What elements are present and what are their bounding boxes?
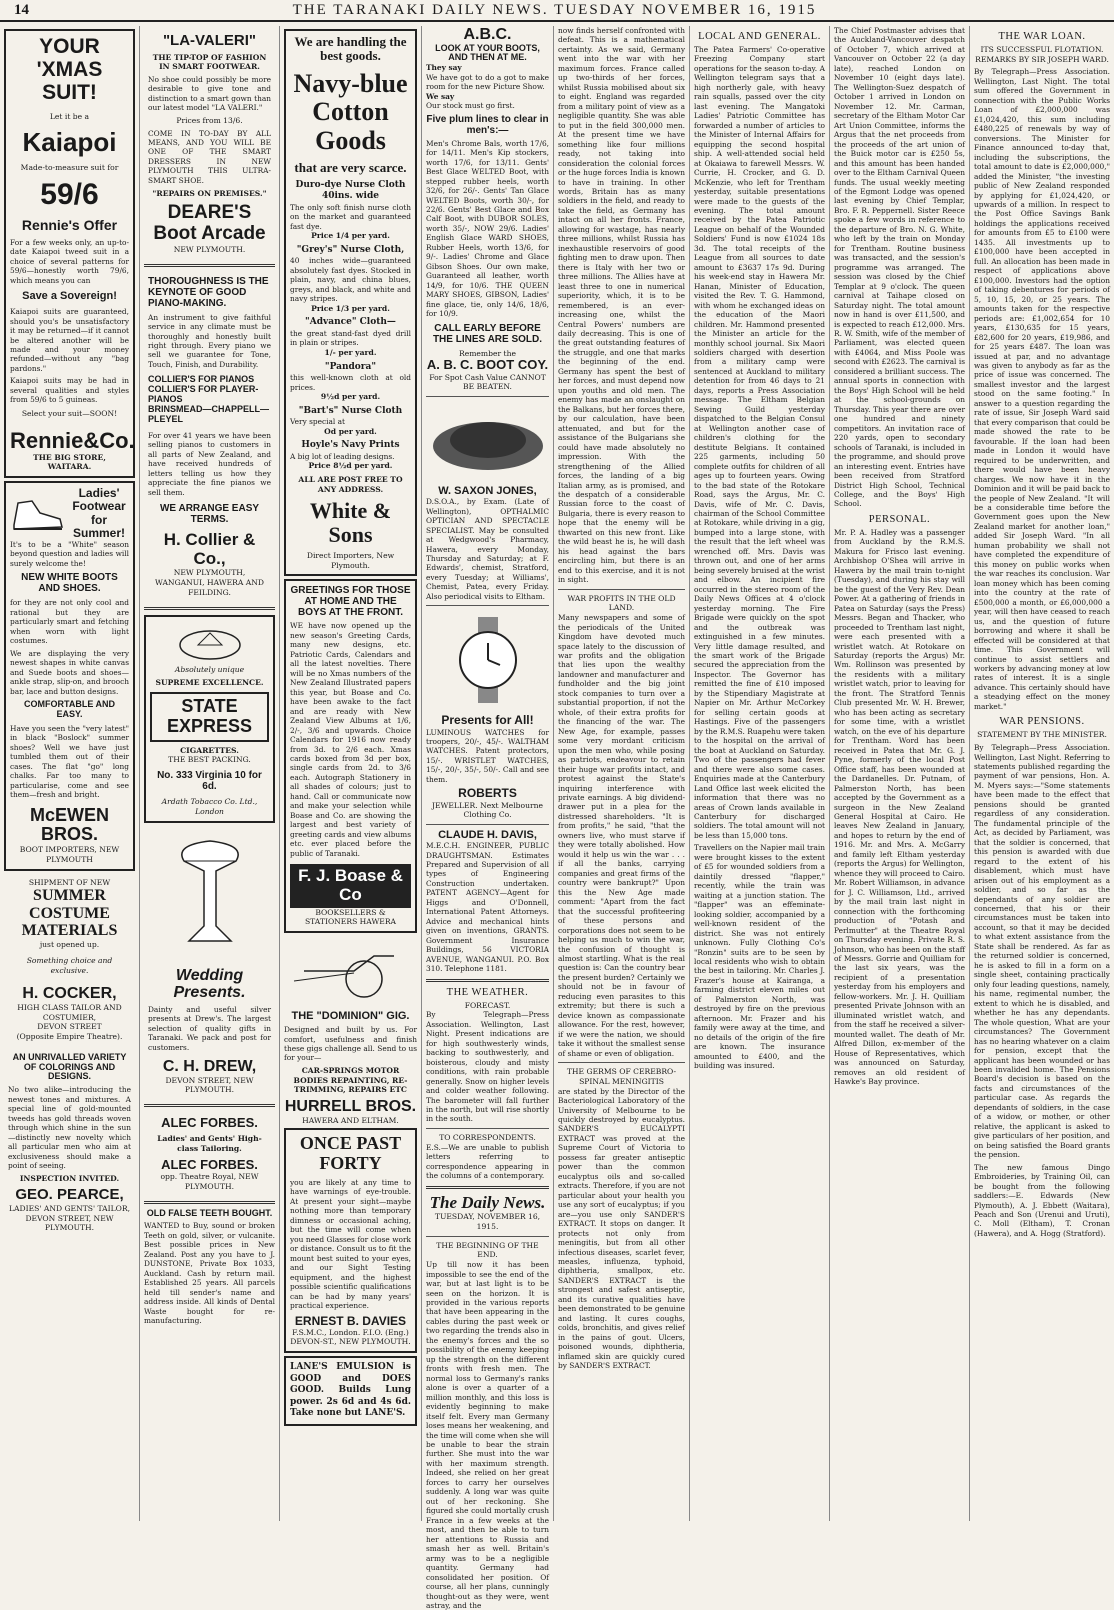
ad-cocker-opp: (Opposite Empire Theatre). xyxy=(16,1031,123,1041)
ad-boase-firm: F. J. Boase & Co xyxy=(290,864,411,907)
shoe-illustration-icon xyxy=(10,491,65,536)
ad-teeth-heading: OLD FALSE TEETH BOUGHT. xyxy=(146,1207,273,1218)
ad-white-item-name: "Grey's" Nurse Cloth, xyxy=(296,244,405,255)
ad-mcewen xyxy=(4,481,135,870)
paper-date: TUESDAY, NOVEMBER 16, 1915. xyxy=(434,1212,541,1231)
ad-rennie-town: WAITARA. xyxy=(47,462,92,472)
ad-davies-text: you are likely at any time to have warnings of eye-trouble. At present your sight—maybe nothing more than temporary dimness or occasional aching, but the time will come when you need Glasses for close work or distance. Consult us to fit the mount best suited to your eyes, and our Sight Testing equipment, and the highest possible scientific qualifications can be had by many years' practical experience. xyxy=(290,1177,411,1311)
watch-illustration xyxy=(426,615,550,705)
local-general-text1: The Patea Farmers' Co-operative Freezing Company start operations for the season to-day. A Wellington telegram says that a high northerly gale, with heavy rain squalls, passed over the city last evening. The Mangatoki Ladies' Patriotic Committee has forwarded a number of articles to the Minister of Internal Affairs for equipping the second hospital ship. A well-attended social held at Okaiawa to farewell Messrs. W. Currie, H. Crocker, and G. D. McKenzie, who left for Trentham yesterday, suitable presentations were made to the guests of the evening. The total amount received by the Patea Patriotic League on behalf of the Wounded Soldiers' Fund is now £1024 18s 3d. The total receipts of the League from all sources to date amount to £3637 17s 9d. During his week-end stay in Hawera Mr. Hanan, Minister of Education, visited the Rev. T. G. Hammond, with whom he exchanged ideas on the education of the Maori children. Mr. Hammond presented the Minister an article for the monthly school journal. Six Maori soldiers charged with desertion from a military camp were sentenced at Auckland to military detention for from 46 days to 21 days, reports a Press Association message. The Eltham Belgian Sewing Guild yesterday dispatched to the Belgian Consul at Wellington another case of children's clothing for the destitute Belgians. It contained 225 garments, including 50 complete outfits for children of all ages up to fourteen years. Owing to the bad state of the Rotokare Road, says the Argus, Mr. C. Davis, wife of Mr. C. Davis, chairman of the School Committee at Rotokare, while driving in a gig, bumped into a large stone, with the result that the left wheel was wrenched off. Mrs. Davis was thrown out, and one of her arms being severely bruised at the wrist and elbow. An incipient fire occurred in the stereo room of the Daily News Offices at 4 o'clock yesterday morning. The Fire Brigade were quickly on the spot and the outbreak was extinguished in a few minutes. Very little damage resulted, and the smart work of the Brigade secured the appreciation from the Inspector. The Governor has remitted the fine of £10 imposed by the Stipendiary Magistrate at Napier on Mr. Arthur McCorkey for selling certain goods at Hastings. Five of the passengers by the R.M.S. Ruapehu were taken to the hospital on the arrival of the boat at Auckland on Saturday. Two of the passengers had fever and there were also some cases. Enquiries made at the Canterbury Land Office last week elicited the information that there was no areas of Crown lands available in Canterbury for discharged soldiers. The total amount will not be less than 15,000 tons. xyxy=(694,45,825,840)
gig-illustration xyxy=(284,941,418,1001)
ad-state-supreme: SUPREME EXCELLENCE. xyxy=(155,678,264,688)
ad-state-brand: STATE EXPRESS xyxy=(150,692,269,742)
ad-cocker-line4: MATERIALS xyxy=(21,922,118,940)
ad-drew-wedding xyxy=(144,963,275,1100)
ad-rennie-sub: Made-to-measure suit for xyxy=(20,162,119,172)
ad-white-item xyxy=(290,440,411,471)
ad-white-item-price: Od per yard. xyxy=(324,426,377,436)
ad-boase xyxy=(284,579,417,933)
ad-jones-text: D.S.O.A., by Exam. (Late of Wellington), OPTHALMIC OPTICIAN AND SPECTACLE SPECIALIST. May be consulted at Wedgwood's Pharmacy, Hawera, every Monday, Thursday and Saturday; at F. Edwards', chemist, Stratford, every Tuesday; at Williams', Chemist, Patea, every Friday. Also periodical visits to Eltham. xyxy=(426,497,549,601)
germs-heading: THE GERMS OF CEREBRO-SPINAL MENINGITIS xyxy=(566,1067,677,1086)
ad-state-pack: THE BEST PACKING. xyxy=(168,755,251,765)
ad-cocker-firm: H. COCKER, xyxy=(22,985,117,1003)
ad-valeri-tag: THE TIP-TOP OF FASHION IN SMART FOOTWEAR. xyxy=(152,52,267,72)
column-2 xyxy=(140,26,280,1521)
hat-illustration xyxy=(426,406,550,476)
ad-white-item xyxy=(290,245,411,314)
ad-forbes xyxy=(144,1112,275,1195)
corr-text: E.S.—We are unable to publish letters referring to correspondence appearing in the columns of a contemporary. xyxy=(426,1142,549,1181)
ad-hurrell-firm: HURRELL BROS. xyxy=(284,1098,417,1116)
ad-roberts-firm: ROBERTS xyxy=(458,786,517,801)
ad-rennie xyxy=(4,29,135,478)
ad-white-item xyxy=(290,406,411,437)
ad-hurrell-heading: THE "DOMINION" GIG. xyxy=(291,1009,410,1022)
ad-roberts-heading: Presents for All! xyxy=(441,713,534,728)
ad-hurrell-town: HAWERA AND ELTHAM. xyxy=(302,1115,399,1125)
ad-collier-heading: THOROUGHNESS IS THE KEYNOTE OF GOOD PIANO-MAKING. xyxy=(148,275,269,309)
ad-white-item-price: Price 8½d per yard. xyxy=(308,461,393,471)
column-6 xyxy=(690,26,830,1521)
ad-collier xyxy=(144,272,275,602)
ad-cocker xyxy=(4,874,135,1046)
ad-pearce-heading: AN UNRIVALLED VARIETY OF COLORINGS AND DESIGNS. xyxy=(12,1051,127,1082)
editorial-continued: now finds herself confronted with defeat. This is a mathematical certainty. As we said, Germany went into the war with her maximum forces. France called up two-thirds of her forces, whilst Russia mobilised about six to eight. England was regarded from a military point of view as a negligible quantity. She was able to put in the field 300,000 men. At the present time we have something like four millions ready, not taking into consideration the colonial forces or the huge forces India is known to have in training. In other words, Britain has as many soldiers in the field, and ready to take the field, as Germany has intact on all her fronts. France, allowing for wastage, has nearly three millions, whilst Russia has inexhaustible reservoirs of good fighting men to draw upon. Then there is Italy with her two or three millions. The Allies have at least three to one in numerical superiority, which, it is to be remembered, is an ever-increasing one, whilst the Central Powers' numbers are daily decreasing. This is one of the great outstanding features of the struggle, and one that marks the beginning of the end. Germany has spent the best of her forces, and must depend now upon youths and old men. The enemy has made an onslaught on the Balkans, but her forces there, by our calculation, have been attenuated, and but for the assistance of the Bulgarians she could have made absolutely no impression. With the strengthening of the Allied forces, the landing of a big Italian army, as is promised, and the despatch of a considerable Russian force to the coast of Bulgaria, there is every reason to hope that the enemy will be thwarted on this new front. Like the wild beast he is, he will dash his head against the bars encircling him, but there is an end to this exercise, and it is not in sight. xyxy=(558,26,685,585)
ad-forbes-addr: opp. Theatre Royal, NEW PLYMOUTH. xyxy=(160,1172,259,1191)
ad-valeri-text2: COME IN TO-DAY BY ALL MEANS, AND YOU WILL BE ONE OF THE SMART DRESSERS IN NEW PLYMOUTH THIS ULTRA-SMART SHOE. xyxy=(148,128,271,185)
ad-rennie-line3: SUIT! xyxy=(42,81,97,105)
ad-forbes-firm: ALEC FORBES. xyxy=(161,1115,258,1131)
ad-lane xyxy=(284,1356,417,1426)
local-general-heading: LOCAL AND GENERAL. xyxy=(698,31,821,42)
ad-collier-pianos: COLLIER'S FOR PIANOS COLLIER'S FOR PLAYER-PIANOS BRINSMEAD—CHAPPELL—PLEYEL xyxy=(148,374,270,424)
weather-text: By Telegraph—Press Association. Wellington, Last Night. Present indications are for high southwesterly winds, backing to southwesterly, and boisterous, cloudy and misty conditions, with rain probable generally. Snow on higher levels and colder weather following. The barometer will fall further in the north, but will rise shortly in the south. xyxy=(426,1010,549,1124)
war-pensions-sub: STATEMENT BY THE MINISTER. xyxy=(977,730,1107,740)
ad-abc-tag: For Spot Cash Value CANNOT BE BEATEN. xyxy=(429,372,546,392)
dingo-notice: The new famous Dingo Embroideries, by Training Oil, can be bought from the following saddlers:—E. Edwards (New Plymouth), A. J. Ebbett (Waitara), Peach and Son (Urenui and Uruti), C. Moll (Eltham), T. Cronan (Hawera), and A. Hogg (Stratford). xyxy=(974,1162,1110,1238)
ad-davis-name: CLAUDE H. DAVIS, xyxy=(438,828,537,841)
ad-rennie-line2: 'XMAS xyxy=(36,58,103,82)
ad-valeri xyxy=(144,29,275,259)
ad-white-items xyxy=(290,180,411,471)
ad-lane-text: LANE'S EMULSION is GOOD and DOES GOOD. Builds Lung power. 2s 6d and 4s 6d. Take none but LANE'S. xyxy=(290,1362,411,1419)
article-correspondents xyxy=(426,1133,549,1181)
weather-forecast: FORECAST. xyxy=(464,1000,511,1010)
ad-white-sons xyxy=(284,29,417,576)
ad-white-item-price: Price 1/4 per yard. xyxy=(311,231,390,241)
ad-white-item xyxy=(290,317,411,357)
ad-mcewen-text3: Have you seen the "very latest" in black "Boslock" summer shoes? Well we have just tumbled them out of their cases. The flat "go" long chalks. Far too many to particularise, come and see them—fresh and bright. xyxy=(10,723,129,800)
war-pensions-heading: WAR PENSIONS. xyxy=(999,716,1085,728)
ad-drew-heading: Wedding Presents. xyxy=(173,966,246,1002)
ad-drew-firm: C. H. DREW, xyxy=(162,1058,257,1076)
ad-valeri-text1: No shoe could possibly be more desirable to give tone and distinction to a smart gown than our latest model "LA VALERI." xyxy=(148,74,271,113)
ad-davies xyxy=(284,1128,417,1353)
ad-valeri-repair: "REPAIRS ON PREMISES." xyxy=(152,189,267,199)
masthead-title: THE TARANAKI DAILY NEWS. TUESDAY NOVEMBER 16, 1915 xyxy=(292,1,817,18)
editorial-text: Up till now it has been impossible to see the end of the war, but at last light is to be seen on the horizon. It is provided in the various reports that have been appearing in the cables during the past week or two regarding the trends also in the enemy's forces and the so possibility of the enemy keeping up the strength on the different fronts with fresh men. The normal loss to Germany's ranks alone is over a quarter of a million monthly, and this loss is evidently beginning to make itself felt. Every man Germany loses means her weakening, and the time will come when she will be unable to bear the strain further. She must into the war with her maximum strength. Indeed, she relied on her great forces to carry her ourselves suddenly. A long war was quite out of her reckoning. She figured she could mortally crush France in a few weeks at the most, and then be able to turn her attentions to Russia and smash her as well. Britain's army was to be a negligible quantity. Germany had consolidated her position. Of course, all her plans, cunningly thought-out as they were, went astray, and the xyxy=(426,1260,549,1610)
local-general-text2: Travellers on the Napier mail train were brought kisses to the extent of £5 for wounded soldiers from a daintily dressed "flapper," recently, while the train was waiting at a junction station. The "flapper" was an effeminate-looking soldier, accompanied by a well-known resident of the district. She was not entirely unknown. Fully Clothing Co's "Ronzin" suits are to be seen by local residents who wish to obtain the best in tailoring. Mr. Charles J. Frazer's house at Kairanga, a farming district eleven miles out of Palmerston North, was destroyed by fire on the previous afternoon. Mr. Frazer and his family were away at the time, and no details of the origin of the fire are known. The insurance amounted to £400, and the building was insured. xyxy=(694,843,825,1071)
ad-white-item-name: Duro-dye Nurse Cloth 40ins. wide xyxy=(295,179,406,202)
ad-forbes-firm2: ALEC FORBES. xyxy=(161,1156,258,1172)
article-weather xyxy=(426,987,549,1124)
ad-rennie-text3: Kaiapoi suits may be had in several qualities and styles from 59/6 to 5 guineas. xyxy=(10,376,129,405)
ad-boase-text: WE have now opened up the new season's Greeting Cards, many new designs, etc. Patriotic Cards, Calendars and all the latest novelties. There will be no Xmas numbers of the New Zealand Illustrated papers this year, but Boase and Co. have been awake to the fact and are ready with New Zealand View Albums at 1/6, 2/-, 3/6 and upwards. Choice Calendars for 1916 now ready from 3d. to 2/6 each. Xmas cards boxed from 3d per box, single cards from 2d. to 3/6 each. Autograph Stationery in all shades of colours; just to hand. Call or communicate now and make your selection while Boase and Co. are showing the largest and best variety of greeting cards and view albums etc. ever placed before the public of Taranaki. xyxy=(290,621,411,858)
ad-cocker-line6: Something choice and exclusive. xyxy=(26,955,113,975)
page-number: 14 xyxy=(14,1,29,18)
ad-cocker-trade: HIGH CLASS TAILOR AND COSTUMIER, xyxy=(17,1002,122,1022)
ad-white-item-name: "Bart's" Nurse Cloth xyxy=(298,405,403,416)
personal-text: Mr. P. A. Hadley was a passenger from Auckland by the R.M.S. Makura for Frisco last evening. Archbishop O'Shea will arrive in Hawera by the mail train to-night (Tuesday), and during his stay will be the guest of the Very Rev. Dean Power. At a gathering of friends in Patea on Saturday (says the Press) Messrs. Began and Thacker, who proceeded to Trentham last night, were each presented with a wristlet watch. At Rotokare on Saturday (reports the Argus) Mr. Wm. Rollinson was presented by the residents with a military wristlet watch, prior to leaving for the front. The Stratford Tennis Club presented Mr. W. H. Brewer, who has been acting as secretary for some time, with a wristlet watch, on the eve of his departure for Trentham. Word has been received in Patea that Mr. G. J. Pyne, formerly of the local Post Office staff, has been wounded at the Dardanelles. Dr. Putnam, of Palmerston North, has been accepted by the Government as a surgeon in the New Zealand General Hospital at Cairo. He leaves New Zealand in January, and hopes to return by the end of 1916. Mr. and Mrs. A. McGarry and family left Eltham yesterday (reports the Argus) for Wellington, whence they will proceed to Cairo. Mr. Robert Williamson, in advance for J. C. Williamson, Ltd., arrived by the mail train last night in connection with the forthcoming production of "Potash and Perlmutter" at the Theatre Royal on Thursday evening. Private R. S. Johnson, who has been on the staff of Messrs. Gorrie and Quilliam for the last six years, was the recipient of a presentation yesterday from his employers and fellow-workers. Mr. J. H. Quilliam presented Private Johnson with an illuminated wristlet watch, and from the staff he received a silver-mounted wallet. The death of Mr. Alfred Dillon, ex-member of the House of Representatives, which was announced on Saturday, removes an old resident of Hawke's Bay province. xyxy=(834,527,965,1087)
vase-illustration xyxy=(144,831,276,951)
column-3 xyxy=(280,26,422,1521)
ad-davies-heading: ONCE PAST FORTY xyxy=(299,1133,402,1174)
ad-hurrell xyxy=(284,936,417,1125)
ad-boase-heading: GREETINGS FOR THOSE AT HOME AND THE BOYS AT THE FRONT. xyxy=(290,585,411,619)
ad-white-navy: Navy-blue Cotton Goods xyxy=(293,68,408,155)
ad-mcewen-firm: McEWEN BROS. xyxy=(29,804,109,845)
ad-davies-tag: F.S.M.C., London. F.I.O. (Eng.) DEVON-ST., NEW PLYMOUTH. xyxy=(290,1327,411,1347)
ad-abc-say: They say xyxy=(426,63,462,73)
crest-icon xyxy=(160,621,260,661)
war-loan-sub: ITS SUCCESSFUL FLOTATION. xyxy=(980,45,1104,54)
ad-jones-name: W. SAXON JONES, xyxy=(438,485,537,498)
ad-abc xyxy=(426,26,549,392)
ad-mcewen-lead: It's to be a "White" season beyond question and ladies will surely welcome the! xyxy=(10,539,129,568)
ad-mcewen-tag: BOOT IMPORTERS, NEW PLYMOUTH xyxy=(19,845,120,864)
ad-roberts xyxy=(426,714,549,820)
ad-forbes-line: Ladies' and Gents' High-class Tailoring. xyxy=(157,1134,262,1154)
war-profits-text: Many newspapers and some of the periodicals of the United Kingdom have devoted much space lately to the discussion of war profits and the obligation that lies upon the wealthy landowner and manufacturer and fundholder and the big joint stock companies to turn over a substantial proportion, if not the whole, of their extra profits for the financing of the war. The New Age, for example, passes some very mordant criticism upon the men who, while posing as patriots, endeavour to retain their huge war profits intact, and protest against the State's inquiring interference with private earnings. A big dividend-drawer put in a plea for the distressed shareholders. "It is from profits," he said, "that the owners live, who must starve if they were totally abolished. How would it help us win the war . . . if all the banks, carrying companies and great firms of the country were bankrupt?" Upon this the New Age made comment: "Apart from the fact that the successful profiteering of these persons and corporations does not seem to be helping us much to win the war, the confusion of thought is almost startling. What is the real question is: Can the country bear the present burden? Certainly we should not be in favour of reducing even parasites to this extremity; but there is such a device known as compassionate allowance. For the rest, however, if we were the nation, we should take it without the smallest sense of shame or even of obligation. xyxy=(558,613,685,1058)
ad-cocker-line3: COSTUME xyxy=(29,904,110,922)
ad-white-item-desc: Very special at xyxy=(290,417,345,427)
ad-davis xyxy=(426,829,549,974)
masthead xyxy=(0,0,1114,22)
ad-roberts-tag: JEWELLER. Next Melbourne Clothing Co. xyxy=(431,800,544,820)
ad-abc-remember: Remember the xyxy=(459,348,516,358)
ad-boase-tag: BOOKSELLERS & STATIONERS HAWERA xyxy=(304,907,397,927)
editorial-heading: THE BEGINNING OF THE END. xyxy=(436,1240,539,1260)
ad-mcewen-heading: Ladies' Footwear for Summer! xyxy=(72,486,126,540)
ad-abc-say2: We say xyxy=(426,91,455,101)
ad-mcewen-text1: for they are not only cool and rational but they are particularly smart and fetching when worn with light costumes. xyxy=(10,598,129,646)
ad-white-tag: Direct Importers, New Plymouth. xyxy=(306,550,395,570)
ad-pearce-insp: INSPECTION INVITED. xyxy=(19,1173,120,1183)
local-general-continued: The Chief Postmaster advises that the Auckland-Vancouver despatch of October 7, which arrived at Vancouver on October 22 (a day late), reached London on November 10 (eight days late). The Wellington-Suez despatch of October 1 arrived in London on November 12. Mr. Carman, secretary of the Eltham Motor Car Art Union Committee, informs the Argus that the net proceeds from the proceeds of the art union of the Buick motor car is £250 5s, and this amount has been handed over to the Eltham Carnival Queen funds. The usual weekly meeting of the Egmont Lodge was opened last evening by Chief Templar, Bro. F. R. Peppernell. Sister Reece spoke a few words in reference to the departure of Bro. N. G. White, who left by the train on Monday for Trentham. Routine business was transacted, and the session's programme was arranged. The session was closed by the Chief Templar at 9 o'clock. The queen carnival at Taihape closed on Saturday night. The total amount now in hand is over £11,500, and is expected to reach £12,000. Mrs. R. W. Smith, wife of the member of Parliament, was elected queen with £4064, and Miss Poole was second with £2623. The carnival is considered a brilliant success. The annual sports in connection with the Boys' High School will be held at the school-grounds on Thursday. This year there are over one hundred and ninety competitors. An invitation race of 220 yards, open to secondary schools of Taranaki, is included in the programme, and should prove an interesting event. Entries have been received from Stratford District High School, Technical College, and the Boys' High School. xyxy=(834,26,965,509)
editorial xyxy=(426,1194,549,1610)
ad-pearce-trade: LADIES' AND GENTS' TAILOR, DEVON STREET, NEW PLYMOUTH. xyxy=(8,1203,131,1233)
ad-valeri-price: Prices from 13/6. xyxy=(176,115,243,125)
ad-state-maker: Ardath Tobacco Co. Ltd., London xyxy=(161,797,258,816)
ad-collier-terms: WE ARRANGE EASY TERMS. xyxy=(159,503,260,526)
ad-white-scarce: that are very scarce. xyxy=(294,160,407,176)
ad-jones xyxy=(426,485,549,601)
ad-pearce xyxy=(4,1049,135,1237)
ad-state-no: No. 333 Virginia 10 for 6d. xyxy=(157,770,262,793)
war-loan-heading: THE WAR LOAN. xyxy=(998,31,1086,42)
ad-cocker-line2: SUMMER xyxy=(33,887,106,905)
ad-pearce-firm: GEO. PEARCE, xyxy=(15,1186,124,1204)
paper-title: The Daily News. xyxy=(429,1192,546,1212)
ad-abc-text2: Our stock must go first. xyxy=(426,101,515,111)
ad-white-item-name: "Advance" Cloth— xyxy=(305,317,396,328)
ad-rennie-price: 59/6 xyxy=(40,178,99,212)
ad-collier-text1: An instrument to give faithful service in any climate must be thoroughly and honestly built right through. Every piano we sell we guarantee for Tone, Touch, Finish, and Durability. xyxy=(148,312,271,369)
ad-cocker-line5: just opened up. xyxy=(39,940,100,950)
ad-white-item-name: Hoyle's Navy Prints xyxy=(301,440,400,451)
ad-rennie-save: Save a Sovereign! xyxy=(22,290,117,303)
ad-roberts-text: LUMINOUS WATCHES for troopers, 20/-, 45/-. WALTHAM WATCHES. Patent protectors, 15/-. WRISTLET WATCHES, 15/-, 20/-, 35/-, 50/-. Call and see them. xyxy=(426,727,549,784)
ad-valeri-title: "LA-VALERI" xyxy=(162,32,257,49)
ad-cocker-street: DEVON STREET xyxy=(37,1022,102,1032)
ad-rennie-text4: Select your suit—SOON! xyxy=(21,408,118,418)
ad-cocker-line1: SHIPMENT OF NEW xyxy=(28,877,111,887)
ad-white-item-name: "Pandora" xyxy=(324,361,377,372)
ad-pearce-text: No two alike—introducing the newest tones and mixtures. A special line of gold-mounted tweeds has gold threads woven through which shine in the sun—distinctly new novelty which all particular men who aim at exclusiveness should make a point of seeing. xyxy=(8,1085,131,1171)
ad-rennie-brand: Kaiapoi xyxy=(22,127,117,157)
war-pensions-text: By Telegraph—Press Association. Wellington, Last Night. Referring to statements published regarding the payment of war pensions, Hon. A. M. Myers says:—"Some statements have been made to the effect that pensions should be granted regardless of any consideration. The fundamental principle of the Act, as decided by Parliament, was that the soldier is concerned, that this pension is awarded with due regard to the extent of his disablement, which must have arisen out of his employment as a soldier, and so far as the dependants of any soldier are concerned, that his or their circumstances must be taken into account, so that it may be decided to what extent assistance from the State shall be rendered. As far as the returned soldier is concerned, he is asked to fill in a form on a single sheet, containing practically only four leading questions, namely, his name, regimental number, the extent to which he is disabled, and whether he has any dependants. The whole question, What are your circumstances? The Government has no hearing whatever on a claim for pension, except that the applicant has been wounded or has been invalided home. The Pensions Board's decision is based on the facts and circumstances of the particular case. As regards the dependants of soldiers, in the case of a widow, or mother, or other relative, the applicant is asked to give particulars of her position, and on being satisfied the Board grants the pension. xyxy=(974,743,1110,1160)
ad-white-item-price: 9½d per yard. xyxy=(320,392,381,402)
ad-rennie-line1: YOUR xyxy=(39,35,100,58)
ad-abc-items: Men's Chrome Bals, worth 17/6, for 14/11. Men's Kip stockers, worth 17/6, for 13/11. Gents' Best Glace WELTED Boot, with stepped rubber heels, worth 32/6, for 26/-. Gents' Tan Glace WELTED Boots, worth 30/-, for 22/6. Gents' Best Glace and Box Calf Boot, with DUBOR SOLES, worth 35/-, NOW 29/6. Ladies' English Glace WARD SHOES, Rubber Heels, worth 13/6, for 9/-. Ladies' Chrome and Glace Gibson Shoes. Our own make, Guaranteed all leather, worth 14/9, for 10/6. THE QUEEN MARY SHOES, GIBSON, Ladies' fine glace, tie, only 14/6, 18/6, for 10/9. xyxy=(426,138,549,319)
ad-white-item-desc: 40 inches wide—guaranteed absolutely fast dyes. Stocked in plain, navy, and china blues, greys, and black, and white and navy stripes. xyxy=(290,256,411,304)
ad-white-item xyxy=(290,362,411,402)
ad-mcewen-comfort: COMFORTABLE AND EASY. xyxy=(24,699,115,719)
ad-white-item-desc: this well-known cloth at old prices. xyxy=(290,373,411,392)
ad-mcewen-text2: We are displaying the very newest shapes in white canvas and Suede boots and shoes—ankle strap, slip-on, and brooch bar, lace and button designs. xyxy=(10,648,129,696)
ad-rennie-text2: Kaiapoi suits are guaranteed, should you's be unsatisfactory it may be returned—if it cannot be altered another will be made and your money refunded—without any "bag pardons." xyxy=(10,307,129,373)
ad-drew-street: DEVON STREET, NEW PLYMOUTH. xyxy=(165,1075,254,1095)
ad-white-heading: We are handling the best goods. xyxy=(294,34,407,64)
weather-heading: THE WEATHER. xyxy=(446,986,529,998)
ad-collier-towns: NEW PLYMOUTH, WANGANUI, HAWERA AND FEILDING. xyxy=(155,568,264,597)
ad-rennie-store: THE BIG STORE, xyxy=(33,452,106,462)
ad-rennie-firm: Rennie&Co. xyxy=(10,427,135,453)
ad-drew-text: Dainty and useful silver presents at Drew's. The largest selection of quality gifts in Taranaki. We pack and post for customers. xyxy=(148,1004,271,1052)
ad-state-crest: Absolutely unique xyxy=(174,664,245,674)
column-1 xyxy=(0,26,140,1521)
ad-valeri-firm: DEARE'S Boot Arcade xyxy=(153,202,266,244)
ad-abc-sub: LOOK AT YOUR BOOTS, AND THEN AT ME. xyxy=(435,42,540,63)
ad-state-cig: CIGARETTES. xyxy=(180,745,239,755)
ad-hurrell-text: Designed and built by us. For comfort, usefulness and finish these gigs challenge all. Send to us for your— xyxy=(284,1025,417,1063)
ad-white-item-price: Price 1/3 per yard. xyxy=(311,303,390,313)
ad-valeri-town: NEW PLYMOUTH. xyxy=(173,244,246,254)
ad-davies-firm: ERNEST B. DAVIES xyxy=(294,1313,407,1328)
ad-state-express xyxy=(144,615,275,823)
column-7 xyxy=(830,26,970,1521)
ad-white-item-desc: the great stand-fast dyed drill in plain or stripes. xyxy=(290,328,411,348)
ad-abc-call: CALL EARLY BEFORE THE LINES ARE SOLD. xyxy=(432,322,543,345)
ad-white-firm: White & Sons xyxy=(309,497,392,547)
ad-white-item-desc: The only soft finish nurse cloth on the market and guaranteed fast dye. xyxy=(290,202,411,231)
ad-collier-text2: For over 41 years we have been selling pianos to customers in all parts of New Zealand, and have received hundreds of letters telling us how they appreciate the fine pianos we sell them. xyxy=(148,430,271,497)
ad-davis-text: M.E.C.H. ENGINEER, PUBLIC DRAUGHTSMAN. Estimates Prepared and Supervision of all types of Engineering Construction undertaken. PATENT AGENCY—Agent for Higgs and O'Donnell, International Patent Attorneys. Advice and mechanical hints given on inventions, GRANTS. Government Insurance Buildings, 56 VICTORIA AVENUE, WANGANUI. P.O. Box 310. Telephone 1181. xyxy=(426,841,549,974)
ad-rennie-offer: Rennie's Offer xyxy=(21,217,118,234)
ad-white-post: ALL ARE POST FREE TO ANY ADDRESS. xyxy=(298,475,403,494)
war-loan-remarks: REMARKS BY SIR JOSEPH WARD. xyxy=(975,54,1109,64)
ad-white-item xyxy=(290,180,411,241)
ad-rennie-line4: Let it be a xyxy=(49,112,90,122)
column-4 xyxy=(422,26,554,1610)
column-8 xyxy=(970,26,1114,1521)
ad-white-item-desc: A big lot of leading designs. xyxy=(290,451,395,461)
war-profits-heading: WAR PROFITS IN THE OLD LAND. xyxy=(567,593,676,613)
column-5 xyxy=(554,26,690,1521)
war-loan-text: By Telegraph—Press Association. Wellington, Last Night. The total sum offered the Government in connection with the Public Works Loan of £2,000,000 was £1,024,420, this sum including £480,225 of renewals by way of conversions. The Minister for Finance announced to-day that, including the subscriptions, the total amount to date is £2,000,000," added the Minister, "the investing public of New Zealand responded by applying for £1,024,420, or upwards of a million. In respect to the Post Office Savings Bank holdings the applications received for amounts from £5 to £100 were 1435. All investments up to £100,000 have been accepted in full. An allocation has been made in respect of applications above £100,000. Investors had the option of taking debentures for periods of 5, 10, 15, 20, or 25 years. The amounts taken for the respective periods are: £1,002,654 for 10 years, £130,635 for 15 years, £82,600 for 20 years, £19,986, and for 25 years £487. The loan was issued at par, and no advantage was given to anybody as far as the price of issue was concerned. The smallest investor and the largest stood on the same footing." In answer to a question regarding the rate of issue, Sir Joseph Ward said that every comparison that could be made showed the rate to be favourable. If the loan had been made in London it would have required to be underwritten, and there would have been heavy charges. We now have it in the Dominion and it will be paid back to the people of New Zealand. "It will be a considerable time before the Government goes upon the New Zealand market for another loan," added Sir Joseph Ward. "In all human probability we shall not have completed the expenditure of this money on public works when the war reaches its conclusion. War loan money which has been coming into the country at the rate of £500,000 a month, or £6,000,000 a year, will then have ceased to reach us, and the question of future borrowing and where it shall be effected will be considered at that time. This Government will continue to assist settlers and workers by advancing money at low rates of interest. It is a single advance. This certainly should have a steadying effect on the money market." xyxy=(974,67,1110,711)
ad-mcewen-subheading: NEW WHITE BOOTS AND SHOES. xyxy=(21,572,118,595)
personal-heading: PERSONAL. xyxy=(868,513,931,525)
ad-white-item-price: 1/- per yard. xyxy=(324,347,377,357)
ad-abc-title: A.B.C. xyxy=(463,26,512,43)
ad-hurrell-repairs: CAR-SPRINGS MOTOR BODIES REPAINTING, RE-TRIMMING, REPAIRS ETC xyxy=(293,1065,408,1095)
ad-abc-text1: We have got to do a got to make room for the new Picture Show. xyxy=(426,72,549,92)
ad-rennie-text1: For a few weeks only, an up-to-date Kaiapoi tweed suit in a choice of several patterns for 59/6—honestly worth 79/6, which means you can xyxy=(10,237,129,285)
ad-teeth xyxy=(144,1209,275,1326)
germs-text: are stated by the Director of the Bacteriological Laboratory of the University of Melbourne to be quickly destroyed by eucalyptus. SANDER'S EUCALYPTI EXTRACT was proved at the Supreme Court of Victoria to possess far greater antiseptic power than the common eucalyptus oils and so-called extracts. Therefore, if you are not particular about your health you use any sort of eucalyptus; if you are—you use only SANDER'S EXTRACT. It stops on danger. It protects not only from meningitis, but from all other infectious diseases, scarlet fever, measles, influenza, typhoid, diphtheria, smallpox, etc. SANDER'S EXTRACT is the strongest and safest antiseptic, and its curative qualities have been demonstrated to be genuine and lasting. It cures coughs, colds, bronchitis, and gives relief in the pains of gout. Ulcers, poisoned wounds, diphtheria, inflamed skin are quickly cured by SANDER'S EXTRACT. xyxy=(558,1086,685,1371)
ad-abc-firm: A. B. C. BOOT COY. xyxy=(426,357,549,373)
ad-teeth-text: WANTED to Buy, sound or broken Teeth on gold, silver, or vulcanite. Best possible prices in New Zealand. Post any you have to J. DUNSTONE, Private Box 1033, Auckland. Cash by return mail. Established 25 years. All parcels held till sender's name and address inside. All kinds of Dental Waste bought for re-manufacturing. xyxy=(144,1221,275,1326)
corr-heading: TO CORRESPONDENTS. xyxy=(439,1132,536,1142)
ad-collier-firm: H. Collier & Co., xyxy=(163,530,256,568)
ad-abc-lines: Five plum lines to clear in men's:— xyxy=(426,113,549,136)
